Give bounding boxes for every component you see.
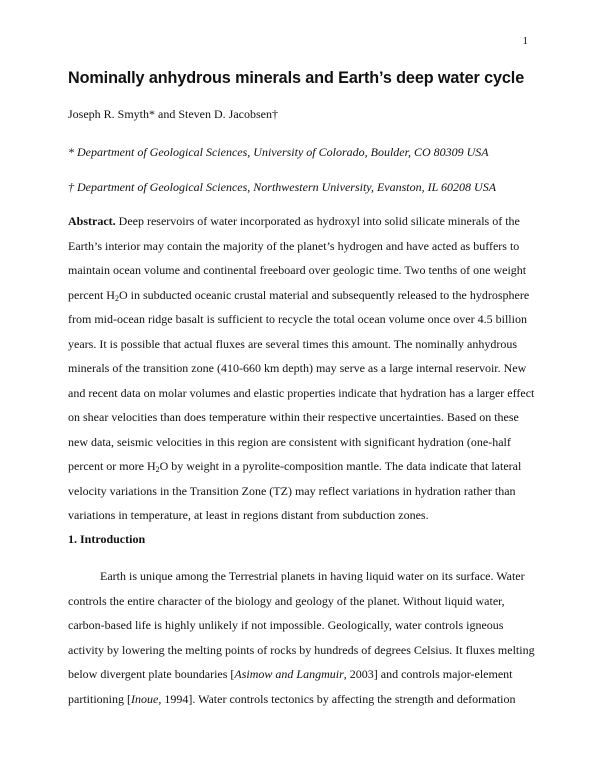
abstract-line: and recent data on molar volumes and elastic properties indicate that hydration has a larger effect: [68, 385, 535, 400]
paragraph-line: activity by lowering the melting points of rocks by hundreds of degrees Celsius. It fluxes melting: [68, 642, 535, 657]
paragraph-line: below divergent plate boundaries [Asimow and Langmuir, 2003] and controls major-element: [68, 667, 513, 681]
abstract-line: years. It is possible that actual fluxes are several times this amount. The nominally anhydrous: [68, 336, 518, 351]
abstract: [68, 214, 535, 533]
introduction-paragraph: [68, 569, 535, 716]
paragraph-line: controls the entire character of the biology and geology of the planet. Without liquid water,: [68, 593, 505, 608]
abstract-line: variations in temperature, at least in regions distant from subduction zones.: [68, 508, 429, 522]
citation: Asimow and Langmuir: [234, 667, 344, 681]
affiliation-2: † Department of Geological Sciences, Northwestern University, Evanston, IL 60208 USA: [68, 180, 497, 194]
citation: Inoue: [131, 691, 159, 706]
abstract-line: maintain ocean volume and continental freeboard over geologic time. Two tenths of one weight: [68, 263, 527, 277]
affiliation-1: * Department of Geological Sciences, University of Colorado, Boulder, CO 80309 USA: [68, 145, 489, 159]
authors: Joseph R. Smyth* and Steven D. Jacobsen†: [68, 107, 278, 121]
paragraph-line: partitioning [Inoue, 1994]. Water controls tectonics by affecting the strength and deformation: [68, 691, 516, 706]
paragraph-line: Earth is unique among the Terrestrial planets in having liquid water on its surface. Water: [100, 569, 525, 583]
abstract-line: from mid-ocean ridge basalt is sufficient to recycle the total ocean volume once over 4.5 billion: [68, 312, 527, 326]
paper-title: Nominally anhydrous minerals and Earth’s deep water cycle: [68, 69, 525, 87]
abstract-label: Abstract.: [68, 214, 116, 228]
abstract-line: velocity variations in the Transition Zone (TZ) may reflect variations in hydration rather than: [68, 483, 516, 498]
abstract-line: Abstract. Deep reservoirs of water incorporated as hydroxyl into solid silicate minerals of the: [68, 214, 520, 228]
abstract-line: percent or more $H_2O$ by weight in a pyrolite-composition mantle. The data indicate that lateral: [68, 459, 522, 474]
section-heading-introduction: 1. Introduction: [68, 532, 146, 546]
abstract-line: Earth’s interior may contain the majority of the planet’s hydrogen and have acted as buffers to: [68, 238, 520, 253]
paragraph-line: carbon-based life is highly unlikely if not impossible. Geologically, water controls igneous: [68, 618, 504, 632]
page-number: 1: [522, 35, 528, 47]
abstract-line: minerals of the transition zone (410-660 km depth) may serve as a large internal reservoir. New: [68, 361, 527, 375]
abstract-line: percent $H_2O$ in subducted oceanic crustal material and subsequently released to the hydrosphere: [68, 287, 530, 303]
abstract-line: new data, seismic velocities in this region are consistent with significant hydration (one-half: [68, 434, 511, 449]
abstract-line: on shear velocities than does temperature within their respective uncertainties. Based on these: [68, 410, 519, 424]
